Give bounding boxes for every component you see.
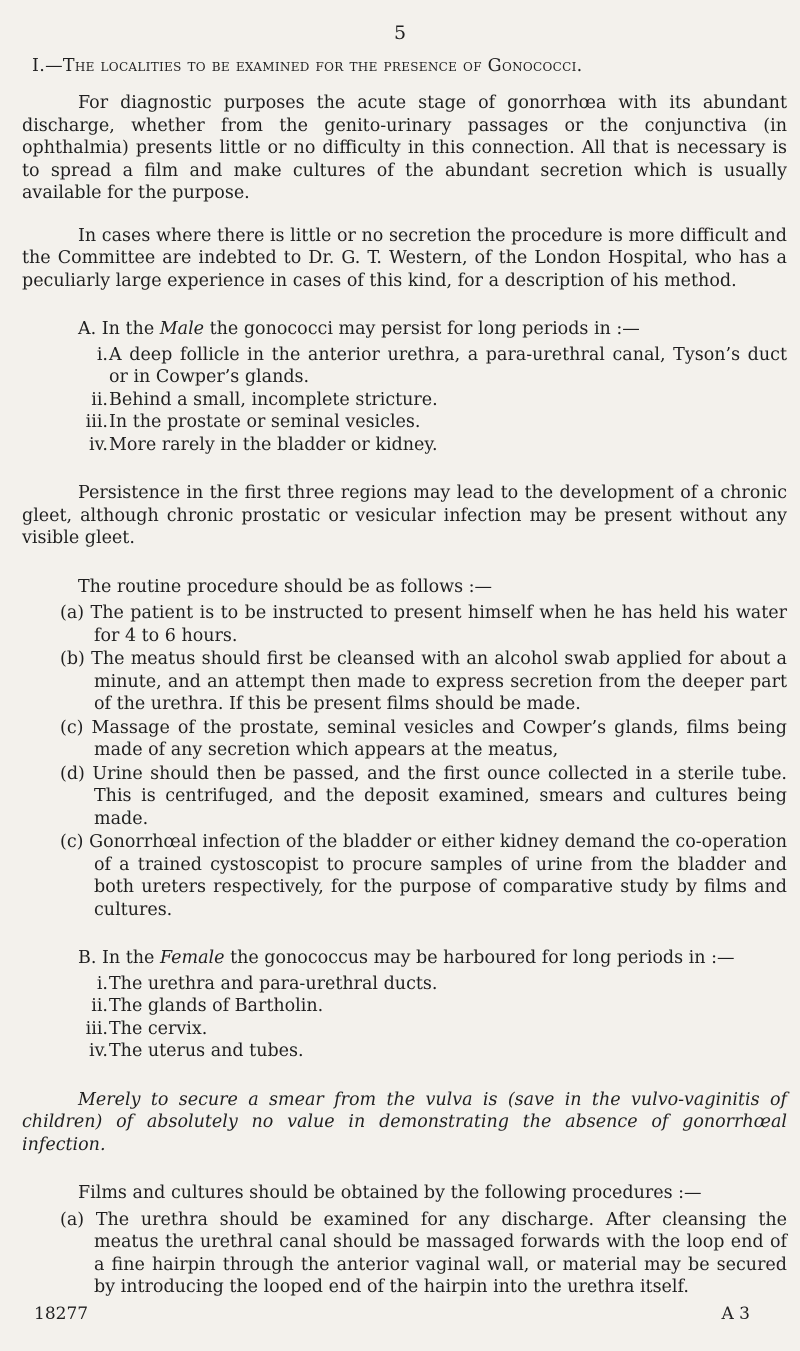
female-emphasis: Female (159, 948, 225, 968)
page-footer (0, 1304, 800, 1328)
paragraph-vulva-smear: Merely to secure a smear from the vulva is (save in the vulvo-vaginitis of children) of absolutely no value in demonstrating the absence of gonorrhœal infection. (22, 1089, 787, 1155)
document-body (22, 56, 787, 1299)
list-item: (b) The meatus should first be cleansed with an alcohol swab applied for about a minute, and an attempt then made to express secretion from the deeper part of the urethra. If this be present films should be made. (60, 649, 787, 714)
list-item: iii. In the prostate or seminal vesicles. (85, 412, 421, 432)
sheet-mark: A 3 (721, 1304, 750, 1324)
list-item: i. A deep follicle in the anterior urethra, a para-urethral canal, Tyson’s duct or in Cowper’s glands. (96, 344, 787, 387)
paragraph-routine-intro: The routine procedure should be as follows :— (78, 576, 493, 597)
list-item: (d) Urine should then be passed, and the first ounce collected in a sterile tube. This is centrifuged, and the deposit examined, smears and cultures being made. (60, 763, 787, 829)
female-sites-list (22, 973, 787, 1063)
list-item: (c) Gonorrhœal infection of the bladder or either kidney demand the co-operation of a trained cystoscopist to procure samples of urine from the bladder and both ureters respectively, for the purpose of comparative study by films and cultures. (60, 832, 787, 920)
list-item: (c) Massage of the prostate, seminal vesicles and Cowper’s glands, films being made of any secretion which appears at the meatus, (60, 717, 787, 760)
paragraph-female-intro: B. In the Female the gonococcus may be harboured for long periods in :— (78, 948, 735, 968)
paragraph-little-secretion: In cases where there is little or no secretion the procedure is more difficult and the Committee are indebted to Dr. G. T. Western, of the London Hospital, who has a peculiarly large experience in cases of this kind, for a description of his method. (22, 225, 787, 291)
list-item: iii. The cervix. (85, 1018, 208, 1039)
list-item: ii. Behind a small, incomplete stricture. (91, 389, 438, 410)
list-item: iv. More rarely in the bladder or kidney. (89, 434, 438, 455)
male-emphasis: Male (159, 319, 205, 339)
paragraph-male-intro: A. In the Male the gonococci may persist for long periods in :— (78, 319, 640, 339)
list-item: ii. The glands of Bartholin. (91, 996, 324, 1016)
list-item: i. The urethra and para-urethral ducts. (96, 973, 438, 994)
male-sites-list (22, 344, 787, 457)
paragraph-persistence: Persistence in the first three regions may lead to the development of a chronic gleet, although chronic prostatic or vesicular infection may be present without any visible gleet. (22, 483, 787, 548)
section-heading: I.—The localities to be examined for the presence of Gonococci. (32, 56, 583, 76)
page-number: 5 (393, 22, 407, 44)
paragraph-films-cultures: Films and cultures should be obtained by the following procedures :— (78, 1183, 702, 1203)
print-signature: 18277 (34, 1304, 89, 1324)
list-item: (a) The patient is to be instructed to present himself when he has held his water for 4 to 6 hours. (60, 603, 787, 646)
list-item: (a) The urethra should be examined for any discharge. After cleansing the meatus the urethral canal should be massaged forwards with the loop end of a fine hairpin through the anterior vaginal wall, or material may be secured by introducing the looped end of the hairpin into the urethra itself. (60, 1209, 787, 1297)
routine-steps-list (22, 602, 787, 921)
female-steps-list (22, 1209, 787, 1299)
list-item: iv. The uterus and tubes. (89, 1041, 304, 1061)
paragraph-diagnostic: For diagnostic purposes the acute stage of gonorrhœa with its abundant discharge, whether from the genito-urinary passages or the conjunctiva (in ophthalmia) presents little or no difficulty in this connection. All that is necessary is to spread a film and make cultures of the abundant secretion which is usually available for the purpose. (22, 93, 787, 203)
